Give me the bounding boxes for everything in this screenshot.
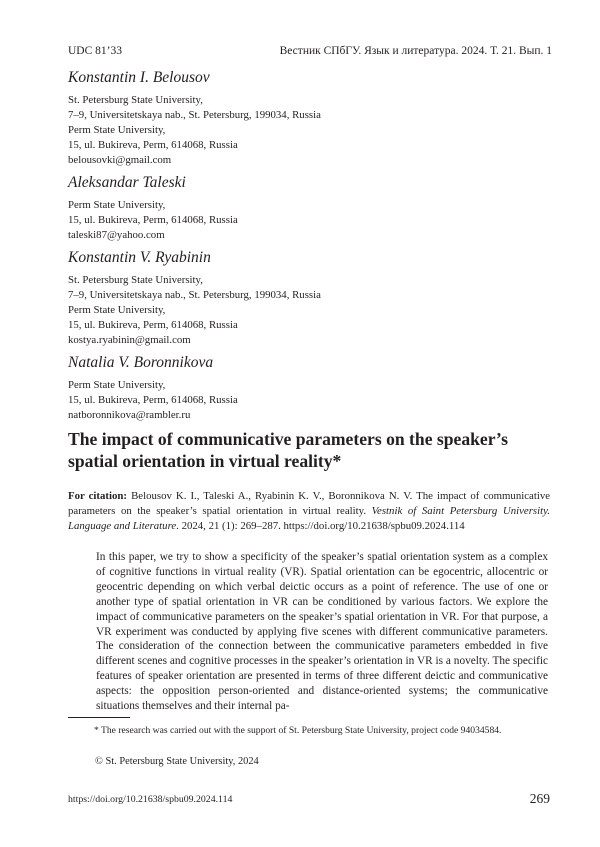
affiliation-line: Perm State University, (68, 124, 166, 137)
author-email: natboronnikova@rambler.ru (68, 409, 191, 422)
footnote (68, 724, 550, 737)
affiliation-line: 7–9, Universitetskaya nab., St. Petersburg, 199034, Russia (68, 109, 321, 122)
udc-code: UDC 81’33 (68, 45, 122, 57)
author-name: Konstantin I. Belousov (68, 69, 210, 86)
citation-text: Belousov K. I., Taleski A., Ryabinin K. V., Boronnikova N. V. The impact of communicative parameters on the speaker’s spatial orientation in virtual reality. (68, 490, 551, 518)
citation-block (68, 489, 550, 535)
affiliation-line: 15, ul. Bukireva, Perm, 614068, Russia (68, 214, 238, 227)
affiliation-line: Perm State University, (68, 304, 166, 317)
abstract-text: In this paper, we try to show a specificity of the speaker’s spatial orientation system as a complex of cognitive functions in virtual reality (VR). Spatial orientation can be egocentric, allocentric or geocentric depending on which verbal deictic occurs as a point of reference. The use of one or another type of spatial orientation in VR can be conditioned by various factors. We explore the impact of communicative parameters on the speaker’s spatial orientation in VR. For that purpose, a VR experiment was conducted by applying five scenes with different communicative parameters. The consideration of the connection between the communicative parameters embedded in five different scenes and cognitive processes in the speaker’s orientation in VR is a novelty. The specific features of speaker orientation are presented in terms of three different deictic and communicative aspects: the opposition person-oriented and distance-oriented systems; the communicative situations themselves and their internal pa- (96, 551, 548, 713)
author-email: belousovki@gmail.com (68, 154, 172, 167)
affiliation-line: Perm State University, (68, 379, 166, 391)
journal-running-header: Вестник СПбГУ. Язык и литература. 2024. Т. 21. Вып. 1 (279, 45, 552, 57)
citation-details: . 2024, 21 (1): 269–287. https://doi.org/10.21638/spbu09.2024.114 (176, 520, 465, 533)
affiliation-line: 15, ul. Bukireva, Perm, 614068, Russia (68, 319, 238, 332)
author-email: taleski87@yahoo.com (68, 229, 165, 242)
page-number: 269 (529, 791, 550, 806)
copyright-notice: © St. Petersburg State University, 2024 (95, 756, 259, 767)
affiliation-line: 7–9, Universitetskaya nab., St. Petersburg, 199034, Russia (68, 289, 321, 302)
affiliation-line: St. Petersburg State University, (68, 274, 203, 286)
author-affiliation (68, 378, 238, 423)
article-title: The impact of communicative parameters on the speaker’s spatial orientation in virtual reality* (68, 429, 508, 471)
doi-link[interactable]: https://doi.org/10.21638/spbu09.2024.114 (68, 794, 233, 805)
author-name: Konstantin V. Ryabinin (68, 249, 211, 266)
author-name: Natalia V. Boronnikova (68, 354, 214, 371)
affiliation-line: Perm State University, (68, 199, 166, 211)
author-name: Aleksandar Taleski (68, 174, 186, 191)
author-affiliation (68, 198, 238, 243)
footnote-text: * The research was carried out with the support of St. Petersburg State University, project code 94034584. (94, 725, 502, 736)
author-email: kostya.ryabinin@gmail.com (68, 334, 191, 347)
author-affiliation (68, 273, 321, 348)
citation-journal: Vestnik of Saint Petersburg University. Language and Literature (68, 505, 550, 533)
affiliation-line: St. Petersburg State University, (68, 94, 203, 106)
affiliation-line: 15, ul. Bukireva, Perm, 614068, Russia (68, 139, 238, 152)
footnote-divider (68, 717, 130, 718)
author-affiliation (68, 93, 321, 168)
citation-label: For citation: (68, 490, 128, 502)
affiliation-line: 15, ul. Bukireva, Perm, 614068, Russia (68, 394, 238, 407)
